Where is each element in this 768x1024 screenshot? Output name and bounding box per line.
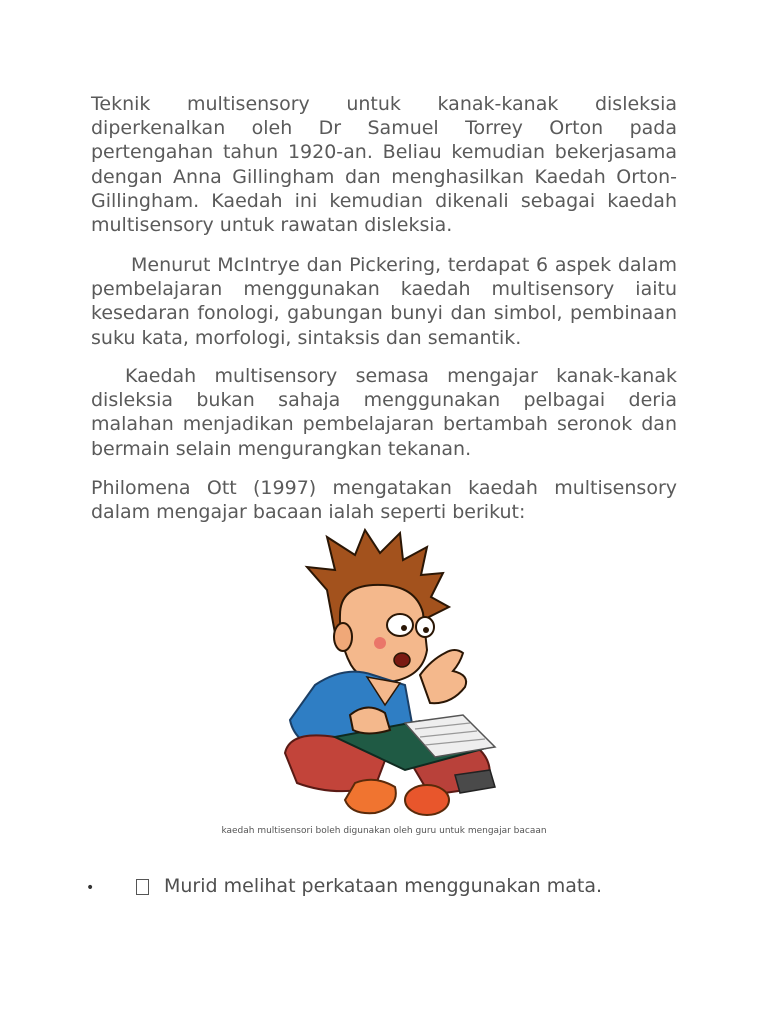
bullet-marker: • — [86, 880, 95, 896]
paragraph-mcintrye-aspects: Menurut McIntrye dan Pickering, terdapat 6 aspek dalam pembelajaran menggunakan kaedah multisensory iaitu kesedaran fonologi, gabungan bunyi dan simbol, pembinaan suku kata, morfologi, sintaksis dan semantik. — [91, 254, 677, 349]
boy-reading-book-illustration — [255, 525, 505, 825]
paragraph-ott-reading: Philomena Ott (1997) mengatakan kaedah multisensory dalam mengajar bacaan ialah seperti berikut: — [91, 477, 677, 524]
missing-glyph-icon — [136, 879, 149, 895]
illustration-caption: kaedah multisensori boleh digunakan oleh guru untuk mengajar bacaan — [221, 826, 547, 836]
paragraph-multisensory-benefits: Kaedah multisensory semasa mengajar kanak-kanak disleksia bukan sahaja menggunakan pelbagai deria malahan menjadikan pembelajaran bertambah seronok dan bermain selain mengurangkan tekanan. — [91, 365, 677, 460]
bullet-text: Murid melihat perkataan menggunakan mata. — [164, 875, 603, 897]
list-item — [86, 874, 706, 904]
paragraph-orton-history: Teknik multisensory untuk kanak-kanak disleksia diperkenalkan oleh Dr Samuel Torrey Orton pada pertengahan tahun 1920-an. Beliau kemudian bekerjasama dengan Anna Gillingham dan menghasilkan Kaedah Orton-Gillingham. Kaedah ini kemudian dikenali sebagai kaedah multisensory untuk rawatan disleksia. — [91, 93, 677, 237]
